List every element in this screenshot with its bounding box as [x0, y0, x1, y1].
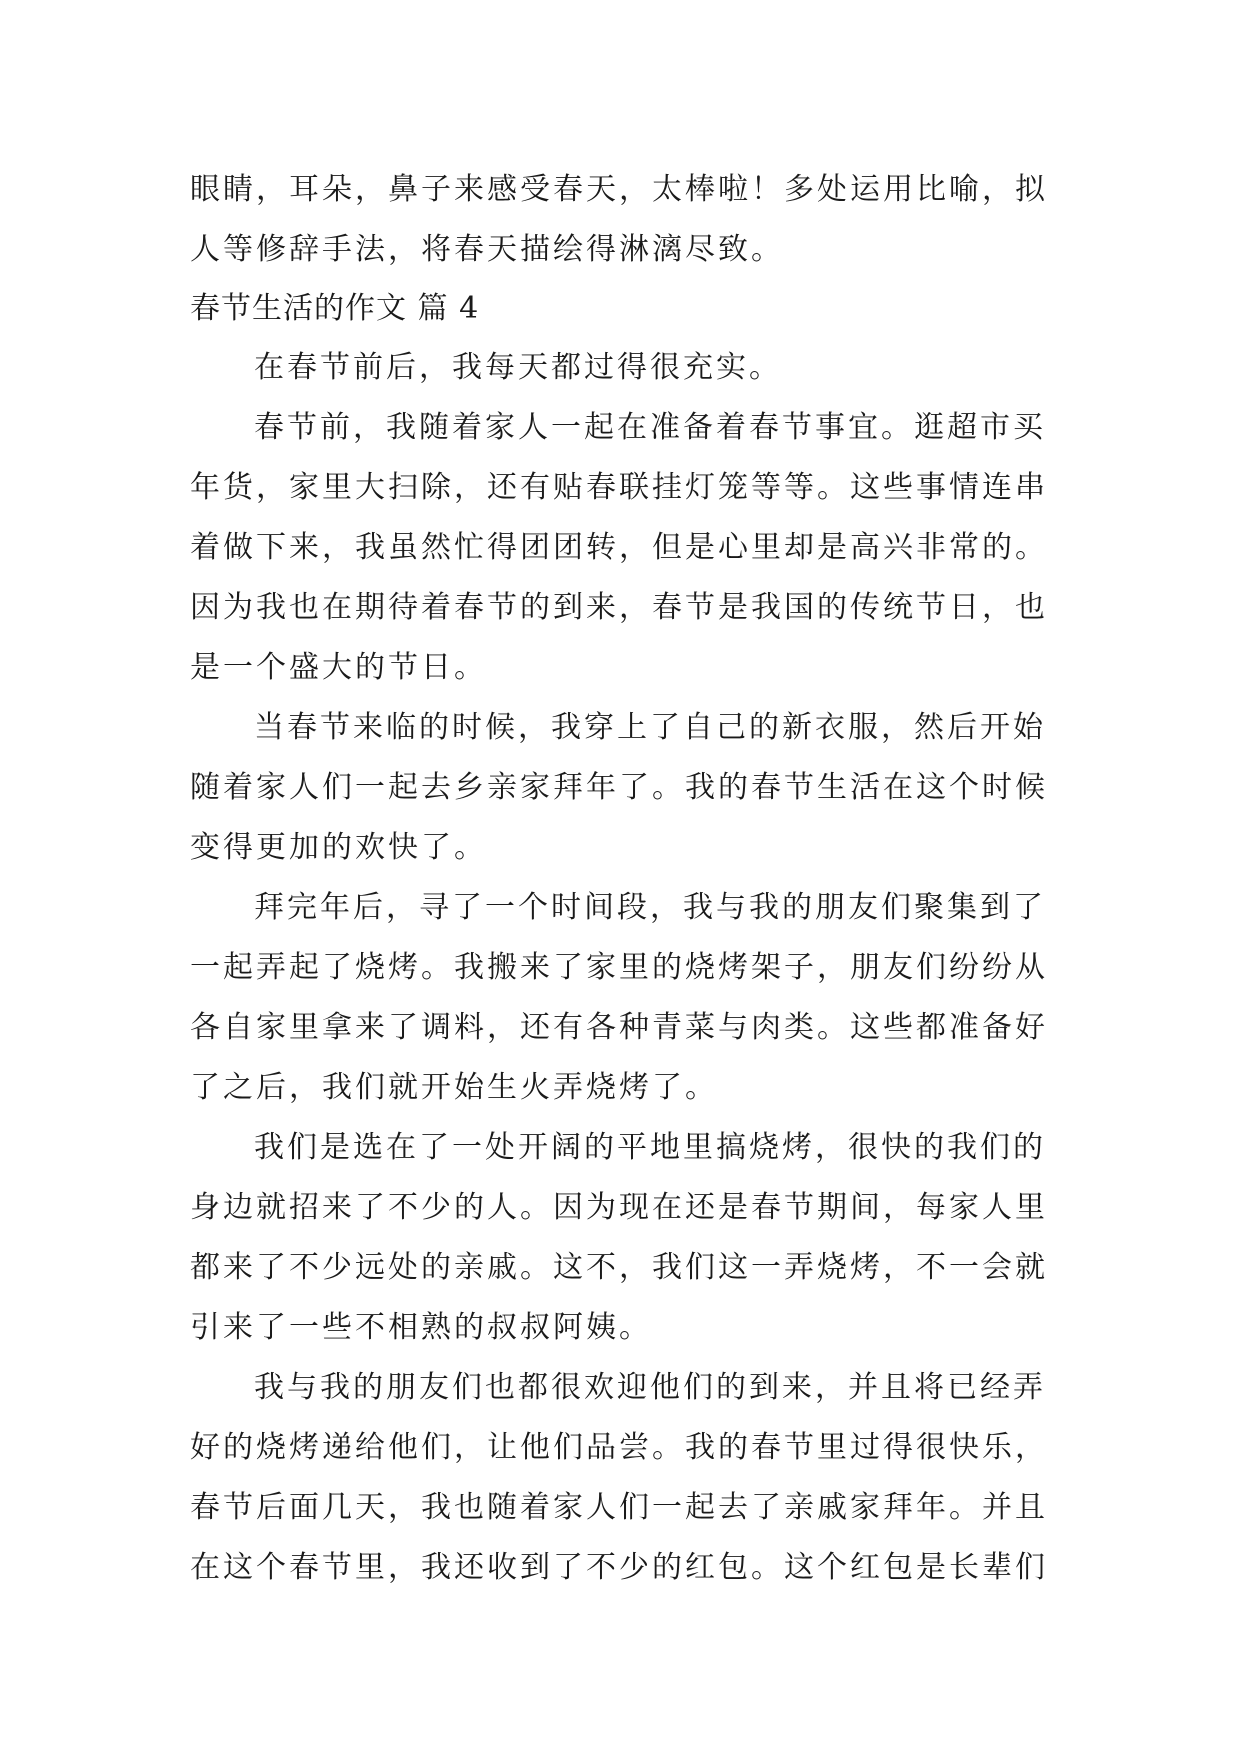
paragraph-line: 在这个春节里，我还收到了不少的红包。这个红包是长辈们	[190, 1550, 1048, 1585]
paragraph-line: 都来了不少远处的亲戚。这不，我们这一弄烧烤，不一会就	[190, 1250, 1048, 1285]
paragraph-line: 当春节来临的时候，我穿上了自己的新衣服，然后开始	[254, 710, 1046, 745]
paragraph-line: 春节前，我随着家人一起在准备着春节事宜。逛超市买	[254, 410, 1046, 445]
intro-line: 人等修辞手法，将春天描绘得淋漓尽致。	[190, 232, 784, 267]
paragraph	[190, 338, 1070, 398]
paragraph-line: 变得更加的欢快了。	[190, 830, 487, 865]
paragraph-line: 好的烧烤递给他们，让他们品尝。我的春节里过得很快乐，	[190, 1430, 1048, 1465]
paragraph-line: 是一个盛大的节日。	[190, 650, 487, 685]
paragraph-line: 身边就招来了不少的人。因为现在还是春节期间，每家人里	[190, 1190, 1048, 1225]
section-heading: 春节生活的作文 篇 4	[190, 291, 480, 326]
paragraph-line: 引来了一些不相熟的叔叔阿姨。	[190, 1310, 652, 1345]
paragraph-line: 着做下来，我虽然忙得团团转，但是心里却是高兴非常的。	[190, 530, 1048, 565]
document-body	[190, 160, 1070, 1598]
paragraph	[190, 698, 1070, 878]
paragraph-line: 拜完年后，寻了一个时间段，我与我的朋友们聚集到了	[254, 890, 1046, 925]
intro-line: 眼睛，耳朵，鼻子来感受春天，太棒啦！多处运用比喻，拟	[190, 172, 1048, 207]
paragraph-line: 因为我也在期待着春节的到来，春节是我国的传统节日，也	[190, 590, 1048, 625]
paragraph-line: 我与我的朋友们也都很欢迎他们的到来，并且将已经弄	[254, 1370, 1046, 1405]
paragraph	[190, 398, 1070, 698]
paragraph-line: 随着家人们一起去乡亲家拜年了。我的春节生活在这个时候	[190, 770, 1048, 805]
paragraph	[190, 1358, 1070, 1598]
paragraph	[190, 1118, 1070, 1358]
paragraph-line: 各自家里拿来了调料，还有各种青菜与肉类。这些都准备好	[190, 1010, 1048, 1045]
paragraph-line: 我们是选在了一处开阔的平地里搞烧烤，很快的我们的	[254, 1130, 1046, 1165]
paragraph	[190, 878, 1070, 1118]
paragraph-line: 一起弄起了烧烤。我搬来了家里的烧烤架子，朋友们纷纷从	[190, 950, 1048, 985]
paragraph-line: 在春节前后，我每天都过得很充实。	[254, 350, 782, 385]
paragraph-line: 春节后面几天，我也随着家人们一起去了亲戚家拜年。并且	[190, 1490, 1048, 1525]
paragraph-line: 年货，家里大扫除，还有贴春联挂灯笼等等。这些事情连串	[190, 470, 1048, 505]
paragraph-line: 了之后，我们就开始生火弄烧烤了。	[190, 1070, 718, 1105]
